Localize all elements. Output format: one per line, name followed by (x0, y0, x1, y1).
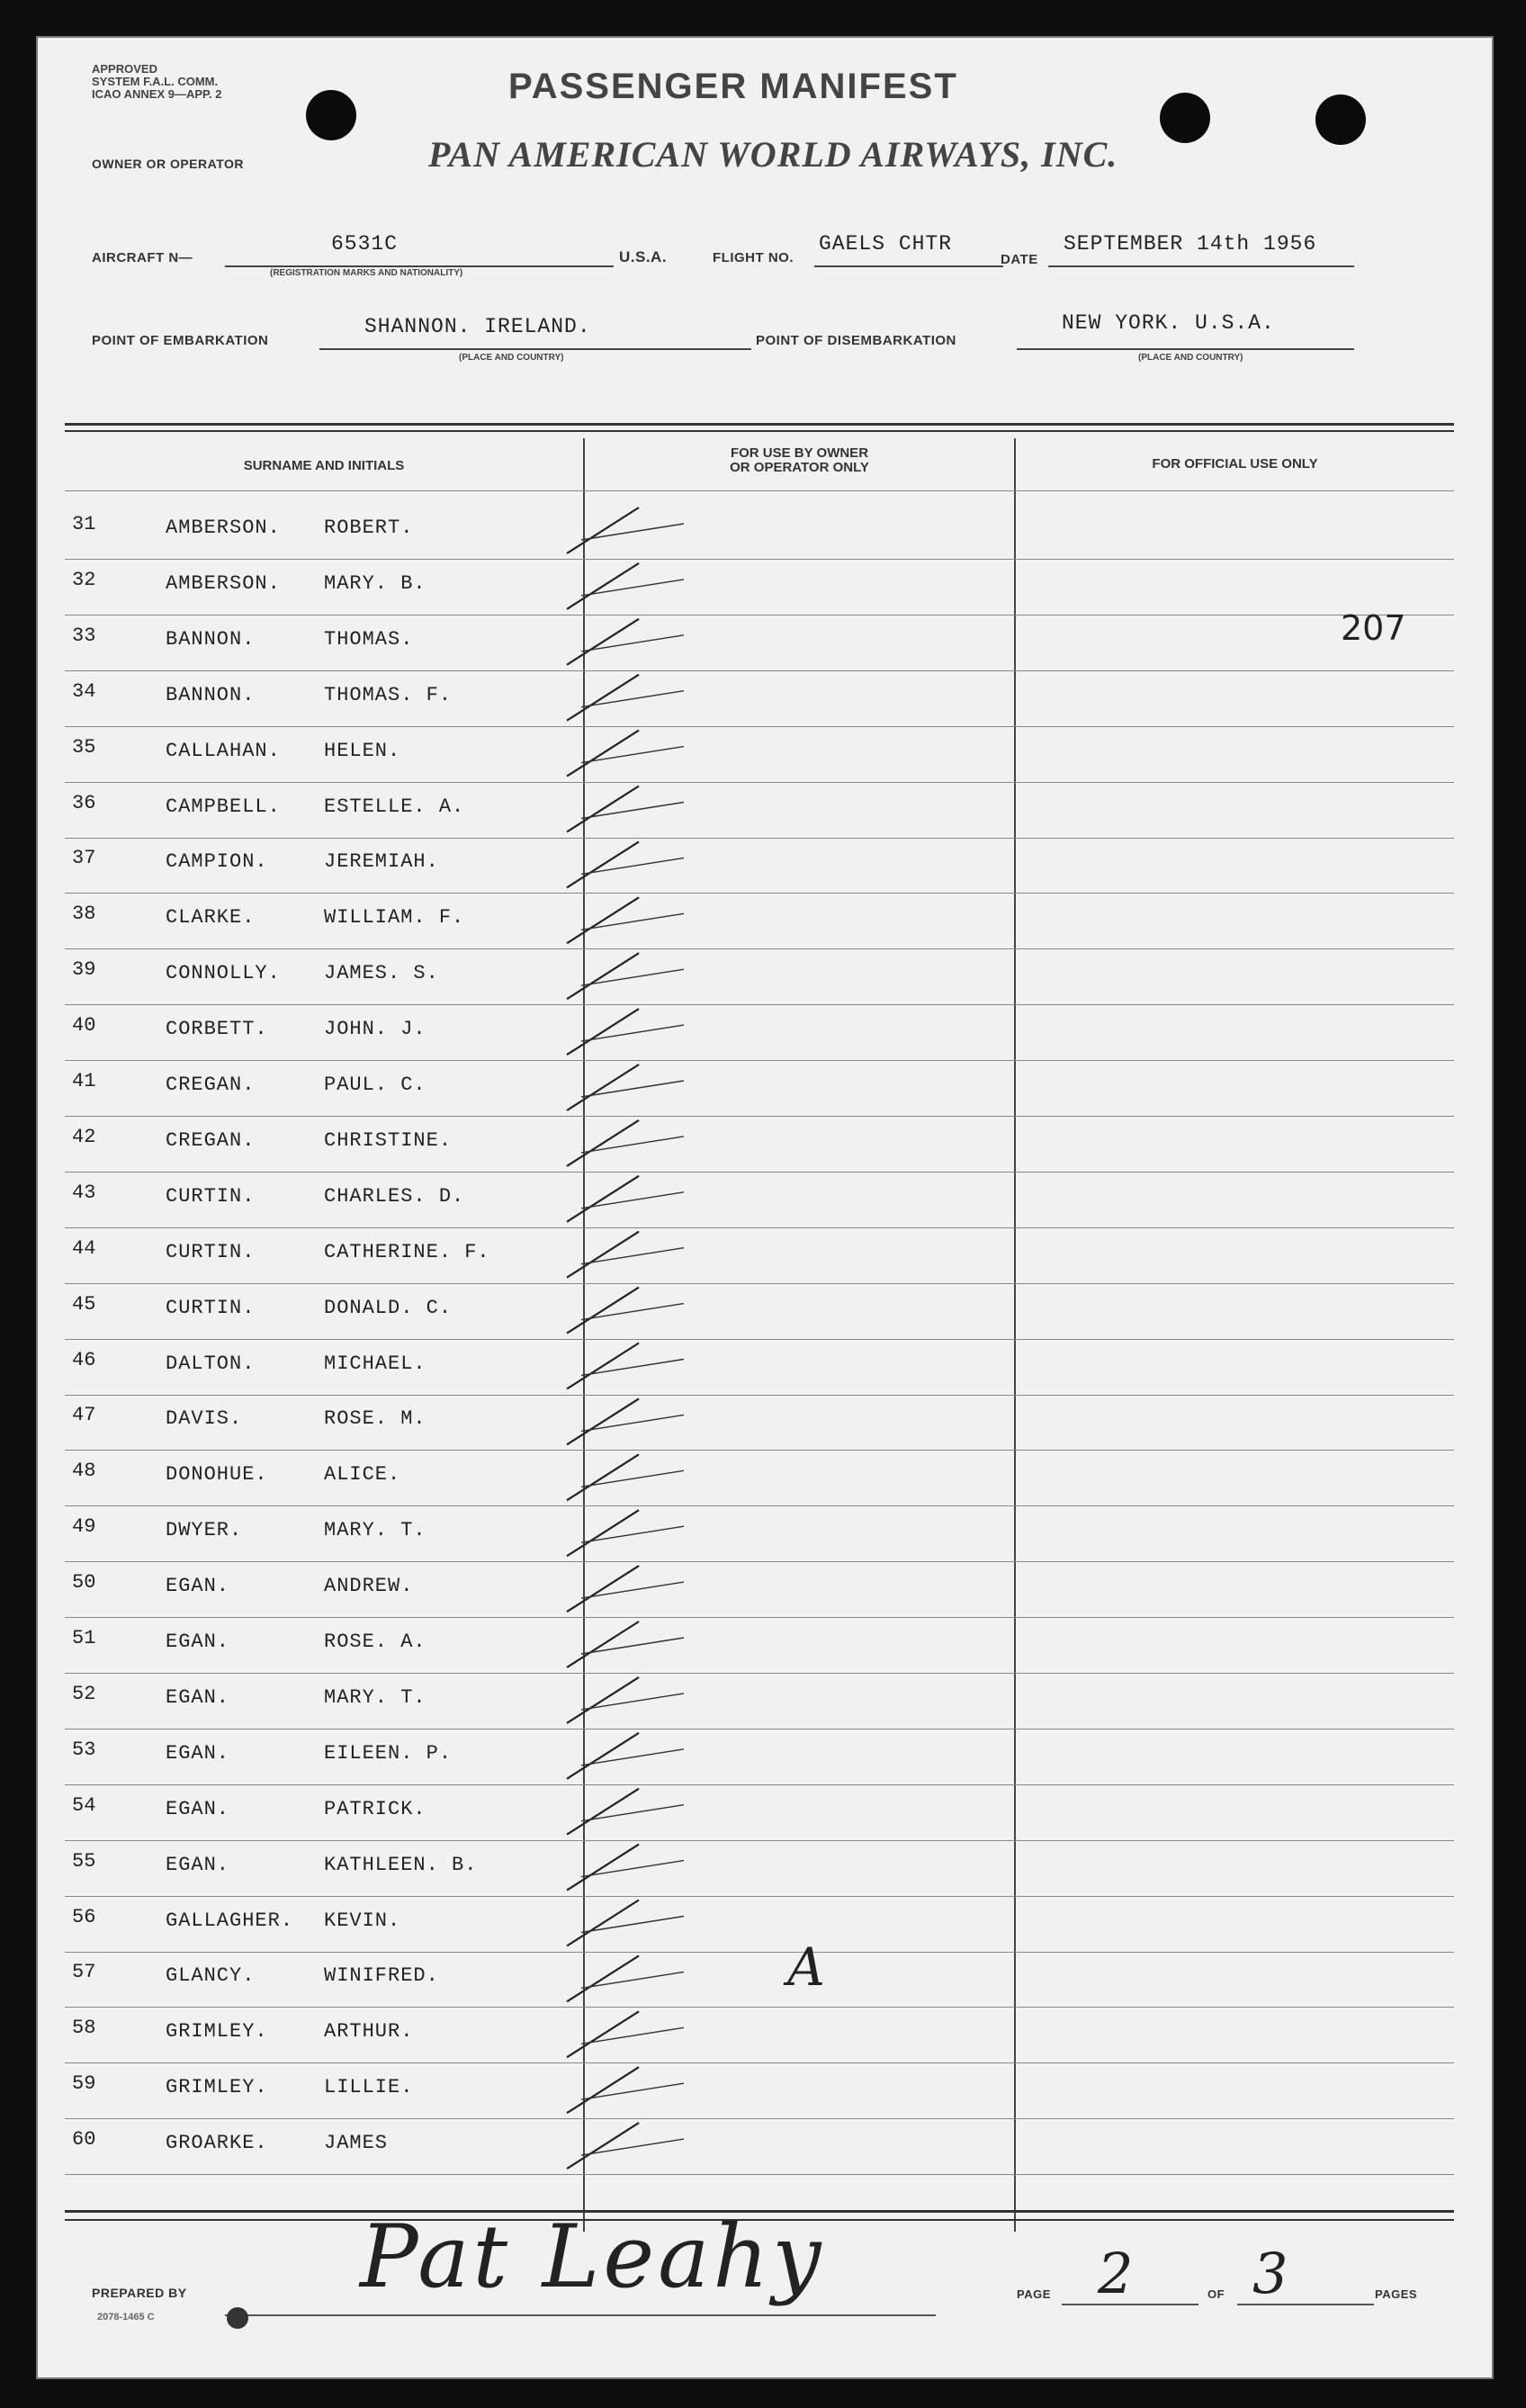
check-mark-tail (581, 691, 684, 707)
check-mark-tail (581, 1192, 684, 1208)
row-number: 36 (72, 791, 96, 814)
check-mark (567, 563, 639, 609)
check-mark (567, 1009, 639, 1055)
passenger-surname: GLANCY. (166, 1964, 256, 1988)
row-number: 50 (72, 1571, 96, 1595)
union-bug-icon (227, 2307, 248, 2329)
passenger-surname: CAMPBELL. (166, 795, 281, 818)
embarkation-label: POINT OF EMBARKATION (92, 333, 269, 348)
check-mark (567, 675, 639, 721)
row-number: 39 (72, 958, 96, 982)
row-number: 45 (72, 1292, 96, 1316)
row-number: 33 (72, 624, 96, 647)
check-mark (567, 1789, 639, 1835)
passenger-surname: CONNOLLY. (166, 962, 281, 985)
check-mark (567, 953, 639, 999)
row-number: 55 (72, 1849, 96, 1873)
passenger-given-names: JEREMIAH. (324, 850, 439, 874)
disembarkation-value: NEW YORK. U.S.A. (1062, 311, 1275, 335)
passenger-surname: CALLAHAN. (166, 739, 281, 762)
passenger-given-names: CATHERINE. F. (324, 1240, 490, 1263)
flight-label: FLIGHT NO. (713, 250, 794, 265)
registration-caption: (REGISTRATION MARKS AND NATIONALITY) (270, 268, 463, 278)
check-mark (567, 1622, 639, 1667)
row-number: 51 (72, 1627, 96, 1649)
row-number: 59 (72, 2072, 96, 2096)
usa-label: U.S.A. (619, 248, 668, 265)
check-mark (567, 1288, 639, 1334)
row-number: 57 (72, 1961, 96, 1984)
passenger-surname: AMBERSON. (166, 571, 281, 595)
check-mark (567, 1176, 639, 1222)
passenger-given-names: JAMES (324, 2132, 389, 2155)
company-name: PAN AMERICAN WORLD AIRWAYS, INC. (428, 134, 1118, 175)
pages-label: PAGES (1375, 2287, 1418, 2301)
passenger-given-names: ESTELLE. A. (324, 795, 465, 818)
aircraft-label: AIRCRAFT N— (92, 250, 193, 265)
check-mark-tail (581, 1749, 684, 1766)
passenger-surname: GRIMLEY. (166, 2076, 268, 2099)
row-number: 31 (72, 513, 96, 535)
passenger-surname: CURTIN. (166, 1184, 256, 1208)
form-code: 2078-1465 C (97, 2312, 155, 2323)
approval-line: ICAO ANNEX 9—APP. 2 (92, 87, 222, 101)
check-mark-tail (581, 747, 684, 763)
row-number: 32 (72, 568, 96, 591)
check-mark-tail (581, 1972, 684, 1988)
check-mark (567, 731, 639, 777)
aircraft-value: 6531C (331, 232, 399, 256)
check-mark (567, 1955, 639, 2001)
check-mark-tail (581, 1805, 684, 1821)
check-mark (567, 1566, 639, 1612)
page-title: PASSENGER MANIFEST (508, 67, 958, 106)
check-mark (567, 619, 639, 665)
col-header-surname: SURNAME AND INITIALS (243, 458, 405, 473)
disembarkation-caption: (PLACE AND COUNTRY) (1138, 353, 1243, 363)
row-number: 54 (72, 1793, 96, 1817)
check-mark (567, 2011, 639, 2057)
of-label: OF (1207, 2287, 1225, 2301)
row-number: 34 (72, 679, 96, 703)
row-number: 35 (72, 735, 96, 759)
row-number: 40 (72, 1014, 96, 1038)
passenger-given-names: LILLIE. (324, 2076, 414, 2099)
passenger-given-names: HELEN. (324, 739, 401, 762)
passenger-surname: BANNON. (166, 627, 256, 651)
check-mark-tail (581, 1360, 684, 1376)
passenger-surname: CLARKE. (166, 906, 256, 930)
page-label: PAGE (1017, 2287, 1051, 2301)
check-mark-tail (581, 2027, 684, 2044)
row-number: 53 (72, 1738, 96, 1761)
row-number: 52 (72, 1682, 96, 1705)
col-header-official: FOR OFFICIAL USE ONLY (1152, 456, 1318, 472)
passenger-surname: GROARKE. (166, 2132, 268, 2155)
embarkation-value: SHANNON. IRELAND. (364, 315, 591, 338)
check-mark-tail (581, 524, 684, 540)
passenger-given-names: ROSE. M. (324, 1407, 426, 1431)
passenger-given-names: CHARLES. D. (324, 1184, 465, 1208)
passenger-given-names: ARTHUR. (324, 2020, 414, 2044)
check-mark (567, 786, 639, 832)
row-number: 49 (72, 1515, 96, 1539)
passenger-surname: CORBETT. (166, 1018, 268, 1041)
passenger-surname: EGAN. (166, 1685, 230, 1709)
prepared-label: PREPARED BY (92, 2286, 187, 2300)
passenger-given-names: WINIFRED. (324, 1964, 439, 1988)
check-mark-tail (581, 1415, 684, 1431)
check-mark (567, 1733, 639, 1779)
check-mark-tail (581, 1248, 684, 1264)
passenger-given-names: MARY. T. (324, 1519, 426, 1542)
passenger-given-names: ANDREW. (324, 1575, 414, 1598)
check-mark (567, 1343, 639, 1389)
handwritten-mark: A (787, 1936, 825, 1998)
passenger-surname: DONOHUE. (166, 1463, 268, 1487)
passenger-given-names: ROBERT. (324, 517, 414, 539)
check-mark (567, 1510, 639, 1556)
check-mark-tail (581, 858, 684, 874)
passenger-given-names: WILLIAM. F. (324, 906, 465, 930)
passenger-surname: CREGAN. (166, 1128, 256, 1152)
check-mark (567, 1454, 639, 1500)
passenger-surname: EGAN. (166, 1741, 230, 1765)
col-header-owner-line1: FOR USE BY OWNER (730, 445, 869, 461)
passenger-given-names: THOMAS. F. (324, 683, 453, 706)
passenger-surname: CREGAN. (166, 1074, 256, 1096)
passenger-surname: GALLAGHER. (166, 1909, 294, 1932)
passenger-given-names: PAUL. C. (324, 1074, 426, 1096)
page-total: 3 (1252, 2241, 1288, 2306)
approval-line: SYSTEM F.A.L. COMM. (92, 75, 219, 88)
check-mark-tail (581, 1025, 684, 1041)
passenger-surname: CAMPION. (166, 850, 268, 874)
check-mark-tail (581, 1582, 684, 1598)
signature: Pat Leahy (360, 2206, 825, 2307)
check-mark (567, 508, 639, 553)
row-number: 60 (72, 2128, 96, 2152)
page-number: 2 (1098, 2241, 1134, 2306)
row-number: 47 (72, 1404, 96, 1427)
passenger-surname: DALTON. (166, 1352, 256, 1375)
row-number: 38 (72, 903, 96, 926)
passenger-given-names: EILEEN. P. (324, 1741, 453, 1765)
row-number: 46 (72, 1348, 96, 1371)
check-mark (567, 1232, 639, 1278)
check-mark (567, 1677, 639, 1723)
row-number: 37 (72, 847, 96, 870)
row-number: 56 (72, 1905, 96, 1928)
passenger-given-names: ROSE. A. (324, 1631, 426, 1653)
check-mark-tail (581, 913, 684, 930)
check-mark-tail (581, 1694, 684, 1710)
official-number: 207 (1341, 608, 1406, 648)
date-label: DATE (1001, 252, 1038, 267)
check-mark (567, 2123, 639, 2169)
passenger-surname: GRIMLEY. (166, 2020, 268, 2044)
check-mark-tail (581, 1861, 684, 1877)
check-mark-tail (581, 1638, 684, 1654)
passenger-surname: CURTIN. (166, 1296, 256, 1319)
col-header-owner-line2: OR OPERATOR ONLY (730, 460, 869, 475)
check-mark-tail (581, 1081, 684, 1097)
passenger-given-names: KEVIN. (324, 1909, 401, 1932)
check-mark-tail (581, 1470, 684, 1487)
passenger-given-names: DONALD. C. (324, 1296, 453, 1319)
passenger-given-names: MICHAEL. (324, 1352, 426, 1375)
check-mark (567, 1065, 639, 1110)
check-mark (567, 1900, 639, 1946)
owner-label: OWNER OR OPERATOR (92, 157, 244, 171)
row-number: 58 (72, 2017, 96, 2040)
check-mark-tail (581, 1304, 684, 1320)
passenger-surname: EGAN. (166, 1575, 230, 1598)
check-mark-tail (581, 1526, 684, 1542)
passenger-given-names: JOHN. J. (324, 1018, 426, 1041)
row-number: 48 (72, 1460, 96, 1483)
row-number: 41 (72, 1070, 96, 1092)
check-mark-tail (581, 1917, 684, 1933)
embarkation-caption: (PLACE AND COUNTRY) (459, 353, 564, 363)
row-number: 43 (72, 1181, 96, 1204)
disembarkation-label: POINT OF DISEMBARKATION (756, 333, 956, 348)
passenger-surname: EGAN. (166, 1853, 230, 1876)
passenger-surname: AMBERSON. (166, 517, 281, 539)
passenger-given-names: MARY. T. (324, 1685, 426, 1709)
row-number: 44 (72, 1236, 96, 1260)
check-mark-tail (581, 803, 684, 819)
check-mark-tail (581, 635, 684, 651)
check-mark (567, 1845, 639, 1891)
prepared-underline (225, 2314, 936, 2316)
passenger-given-names: MARY. B. (324, 571, 426, 595)
passenger-given-names: JAMES. S. (324, 962, 439, 985)
check-mark-tail (581, 580, 684, 596)
check-mark (567, 1398, 639, 1444)
passenger-given-names: ALICE. (324, 1463, 401, 1487)
check-mark-tail (581, 2139, 684, 2155)
passenger-surname: DAVIS. (166, 1407, 243, 1431)
passenger-surname: DWYER. (166, 1519, 243, 1542)
passenger-surname: CURTIN. (166, 1240, 256, 1263)
check-mark (567, 2067, 639, 2113)
check-mark (567, 841, 639, 887)
check-mark (567, 1120, 639, 1166)
check-mark-tail (581, 2083, 684, 2099)
flight-value: GAELS CHTR (819, 232, 953, 256)
passenger-given-names: CHRISTINE. (324, 1128, 453, 1152)
passenger-given-names: PATRICK. (324, 1797, 426, 1820)
passenger-given-names: KATHLEEN. B. (324, 1853, 478, 1876)
check-mark-tail (581, 1137, 684, 1153)
passenger-surname: BANNON. (166, 683, 256, 706)
approval-line: APPROVED (92, 62, 157, 76)
date-value: SEPTEMBER 14th 1956 (1064, 232, 1317, 256)
row-number: 42 (72, 1125, 96, 1148)
check-mark-tail (581, 969, 684, 985)
check-mark (567, 897, 639, 943)
passenger-given-names: THOMAS. (324, 627, 414, 651)
passenger-surname: EGAN. (166, 1797, 230, 1820)
passenger-surname: EGAN. (166, 1631, 230, 1653)
